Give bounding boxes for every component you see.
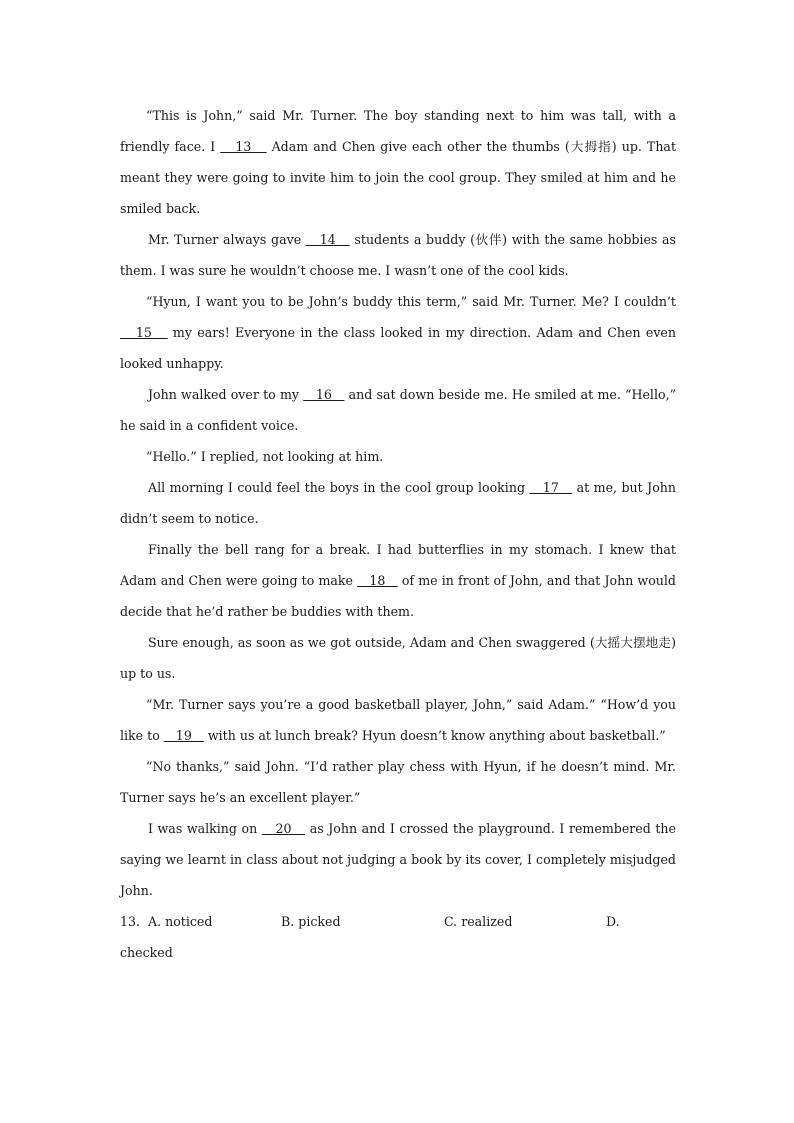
paragraph-8: Sure enough, as soon as we got outside, Adam and Chen swaggered (大摇大摆地走) up to us. bbox=[120, 635, 676, 681]
paragraph-6: All morning I could feel the boys in the cool group looking 17 at me, but John didn’t seem to notice. bbox=[120, 480, 677, 526]
option-c: C. realized bbox=[444, 914, 513, 929]
paragraph-1: “This is John,” said Mr. Turner. The boy standing next to him was tall, with a friendly face. I 13 Adam and Chen give each other the thumbs (大拇指) up. That meant they were going to invite him to join the cool group. They smiled at him and he smiled back. bbox=[120, 108, 677, 216]
paragraph-11: I was walking on 20 as John and I crossed the playground. I remembered the saying we learnt in class about not judging a book by its cover, I completely misjudged John. bbox=[120, 821, 676, 898]
option-a: A. noticed bbox=[148, 914, 213, 929]
question-13-options bbox=[120, 906, 676, 937]
paragraph-3: “Hyun, I want you to be John’s buddy this term,” said Mr. Turner. Me? I couldn’t 15 my ears! Everyone in the class looked in my direction. Adam and Chen even looked unhappy. bbox=[120, 294, 676, 371]
paragraph-5: “Hello.” I replied, not looking at him. bbox=[146, 449, 384, 464]
cloze-passage bbox=[120, 100, 676, 968]
blank-20: 20 bbox=[261, 821, 306, 836]
blank-16: 16 bbox=[303, 387, 345, 402]
blank-13: 13 bbox=[220, 139, 267, 154]
blank-18: 18 bbox=[357, 573, 398, 588]
paragraph-2: Mr. Turner always gave 14 students a buddy (伙伴) with the same hobbies as them. I was sure he wouldn’t choose me. I wasn’t one of the cool kids. bbox=[120, 232, 677, 278]
option-b: B. picked bbox=[281, 914, 341, 929]
blank-15: 15 bbox=[120, 325, 168, 340]
paragraph-9: “Mr. Turner says you’re a good basketball player, John,” said Adam.” “How’d you like to 19 with us at lunch break? Hyun doesn’t know anything about basketball.” bbox=[120, 697, 676, 743]
paragraph-4: John walked over to my 16 and sat down beside me. He smiled at me. “Hello,” he said in a confident voice. bbox=[120, 387, 677, 433]
blank-17: 17 bbox=[529, 480, 573, 495]
question-13-number: 13. bbox=[120, 914, 141, 929]
paragraph-10: “No thanks,” said John. “I’d rather play chess with Hyun, if he doesn’t mind. Mr. Turner says he’s an excellent player.” bbox=[120, 759, 676, 805]
blank-14: 14 bbox=[305, 232, 350, 247]
option-d-word: checked bbox=[120, 945, 173, 960]
paragraph-7: Finally the bell rang for a break. I had butterflies in my stomach. I knew that Adam and Chen were going to make 18 of me in front of John, and that John would decide that he’d rather be buddies with them. bbox=[120, 542, 676, 619]
blank-19: 19 bbox=[163, 728, 204, 743]
option-d: D. bbox=[606, 914, 620, 929]
